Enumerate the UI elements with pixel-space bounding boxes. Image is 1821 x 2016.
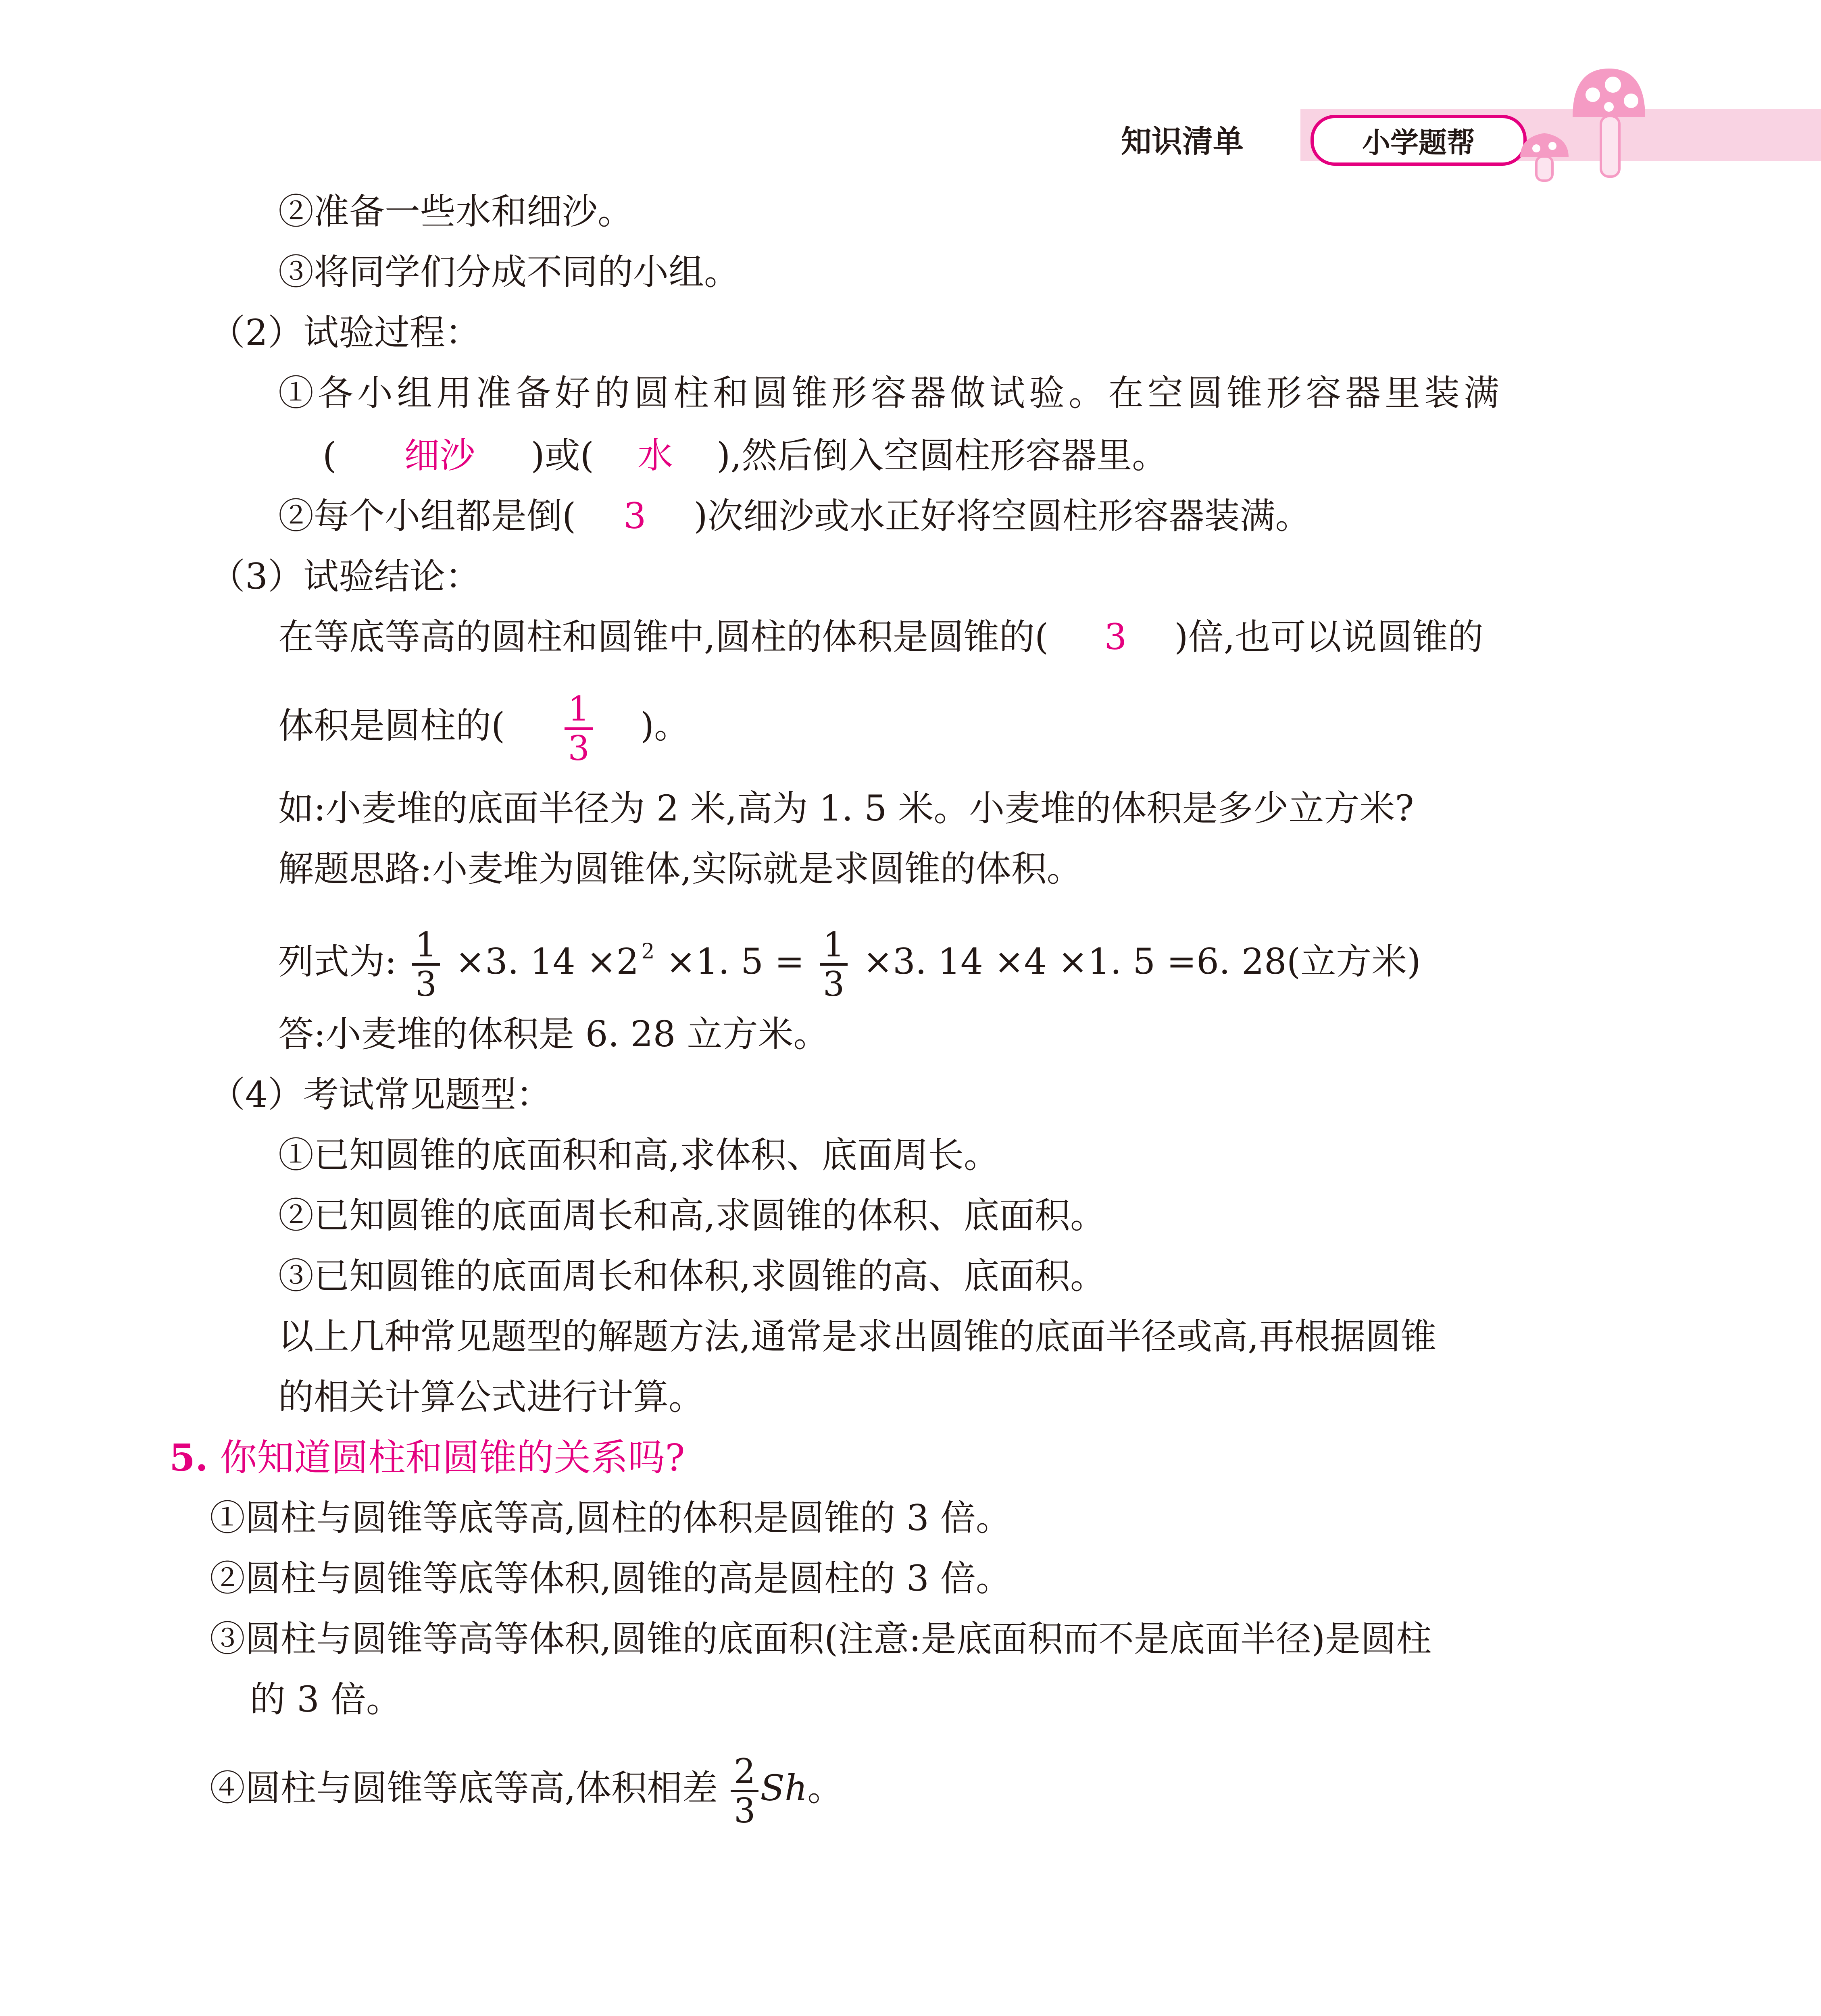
text-line: ①已知圆锥的底面积和高,求体积、底面周长。	[278, 1134, 999, 1176]
text-line: （4）考试常见题型：	[210, 1074, 552, 1115]
section-heading: 5. 你知道圆柱和圆锥的关系吗?	[169, 1436, 685, 1479]
text-line: ②已知圆锥的底面周长和高,求圆锥的体积、底面积。	[278, 1195, 1106, 1236]
text-line: ③已知圆锥的底面周长和体积,求圆锥的高、底面积。	[278, 1255, 1106, 1297]
text-line: 如:小麦堆的底面半径为 2 米,高为 1. 5 米。小麦堆的体积是多少立方米?	[278, 787, 1414, 829]
text-line: ②圆柱与圆锥等底等体积,圆锥的高是圆柱的 3 倍。	[210, 1558, 1011, 1599]
text-line: ③将同学们分成不同的小组。	[278, 251, 740, 293]
text-line: 以上几种常见题型的解题方法,通常是求出圆锥的底面半径或高,再根据圆锥	[278, 1316, 1436, 1357]
text-line: ①圆柱与圆锥等底等高,圆柱的体积是圆锥的 3 倍。	[210, 1497, 1011, 1539]
text-line: 的相关计算公式进行计算。	[278, 1376, 704, 1418]
fraction: 1 3	[412, 926, 440, 1003]
text-line: （2）试验过程：	[210, 312, 481, 353]
text-line: ②准备一些水和细沙。	[278, 191, 633, 232]
text-line: 答:小麦堆的体积是 6. 28 立方米。	[278, 1013, 829, 1055]
fraction: 1 3	[820, 926, 848, 1003]
text-line: 解题思路:小麦堆为圆锥体,实际就是求圆锥的体积。	[278, 848, 1082, 889]
fill-blank-line: 体积是圆柱的( 1 3 )。	[278, 689, 690, 768]
text-line: ③圆柱与圆锥等高等体积,圆锥的底面积(注意:是底面积而不是底面半径)是圆柱	[210, 1618, 1432, 1660]
text-line: （3）试验结论：	[210, 556, 481, 597]
fraction: 2 3	[731, 1753, 758, 1829]
fill-blank-line: 在等底等高的圆柱和圆锥中,圆柱的体积是圆锥的( 3 )倍,也可以说圆锥的	[278, 616, 1483, 658]
fill-blank-line: ( 细沙 )或( 水 ),然后倒入空圆柱形容器里。	[323, 435, 1168, 476]
answer-fraction: 1 3	[565, 690, 592, 767]
text-line: 的 3 倍。	[250, 1679, 402, 1720]
fill-blank-line: ②每个小组都是倒( 3 )次细沙或水正好将空圆柱形容器装满。	[278, 495, 1311, 537]
brand-label: 小学题帮	[1362, 126, 1475, 159]
text-line: ①各小组用准备好的圆柱和圆锥形容器做试验。在空圆锥形容器里装满	[278, 372, 1504, 414]
answer-blank: 细沙	[404, 435, 475, 476]
formula-line: 列式为: 1 3 ×3. 14 ×2 $^2$ ×1. 5 = 1 3 ×3. 14 ×4 ×1. 5 =6. 28(立方米)	[278, 925, 1421, 1004]
mushroom-icon	[1476, 56, 1661, 185]
answer-blank: 3	[623, 495, 646, 537]
answer-blank: 水	[637, 435, 673, 476]
answer-blank: 3	[1104, 616, 1127, 658]
formula-line: ④圆柱与圆锥等底等高,体积相差 2 3 Sh。	[210, 1752, 843, 1831]
book-label: 知识清单	[1121, 123, 1244, 159]
